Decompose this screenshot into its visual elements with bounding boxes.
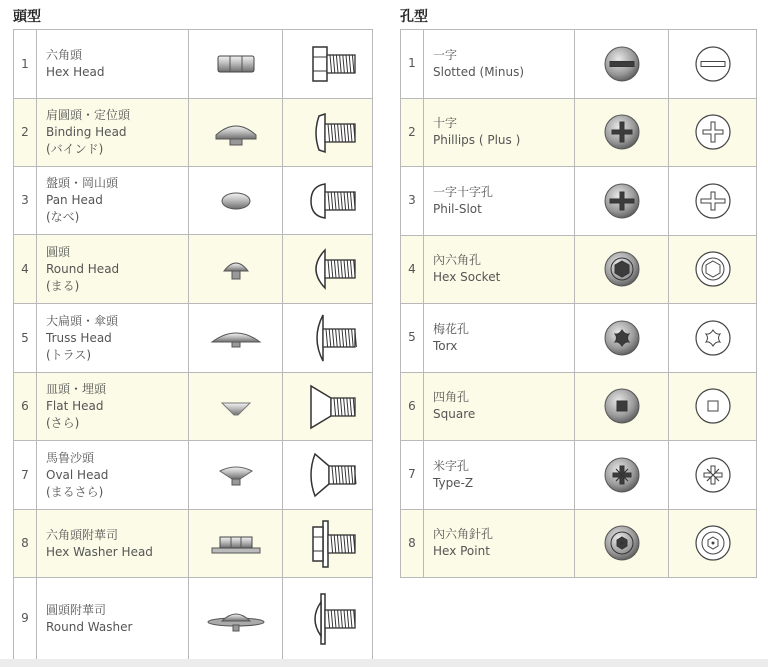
name-jp: 一字: [433, 47, 458, 62]
name-jp: 內六角孔: [433, 253, 482, 268]
hex-head-photo-icon: [189, 30, 283, 99]
head-type-row: [14, 167, 373, 235]
head-type-name: [37, 30, 189, 99]
name-en: Hex Head: [46, 65, 105, 79]
binding-head-photo-icon: [189, 99, 283, 167]
name-en: Torx: [433, 338, 458, 353]
hole-type-name: [424, 167, 575, 236]
flat-head-drawing-icon: [283, 373, 373, 441]
head-type-name: [37, 167, 189, 235]
hole-type-name: [424, 30, 575, 99]
pan-head-drawing-icon: [283, 167, 373, 235]
name-en: Round Washer: [46, 619, 133, 634]
head-type-name: [37, 510, 189, 578]
name-jp: 馬鲁沙頭: [46, 450, 95, 465]
hole-types-table: [400, 29, 757, 578]
hex-point-recess-photo-icon: [575, 509, 669, 578]
torx-recess-photo-icon: [575, 304, 669, 373]
oval-head-photo-icon: [189, 441, 283, 510]
oval-head-drawing-icon: [283, 441, 373, 510]
name-jp: 梅花孔: [433, 321, 470, 336]
truss-head-photo-icon: [189, 304, 283, 373]
name-kana: (トラス): [46, 347, 92, 362]
row-number: 4: [401, 235, 424, 304]
phil-slot-recess-drawing-icon: [669, 167, 757, 236]
hole-type-row: [401, 304, 757, 373]
head-type-name: [37, 99, 189, 167]
head-type-name: [37, 304, 189, 373]
type-z-recess-photo-icon: [575, 441, 669, 510]
pan-head-photo-icon: [189, 167, 283, 235]
name-kana: (さら): [46, 416, 80, 430]
name-en: Hex Washer Head: [46, 544, 153, 559]
name-en: Phillips ( Plus ): [433, 133, 521, 148]
name-jp: 圓頭: [46, 244, 71, 259]
name-jp: 米字孔: [433, 458, 470, 473]
name-en: Hex Socket: [433, 270, 501, 285]
name-en: Slotted (Minus): [433, 64, 525, 79]
name-en: Flat Head: [46, 399, 104, 413]
square-recess-drawing-icon: [669, 372, 757, 441]
row-number: 2: [14, 99, 37, 167]
name-en: Binding Head: [46, 125, 127, 139]
row-number: 3: [14, 167, 37, 235]
head-type-row: [14, 235, 373, 304]
hex-socket-recess-photo-icon: [575, 235, 669, 304]
row-number: 1: [401, 30, 424, 99]
phil-slot-recess-photo-icon: [575, 167, 669, 236]
row-number: 5: [401, 304, 424, 373]
bottom-band: [0, 659, 768, 667]
hole-type-row: [401, 372, 757, 441]
hole-type-row: [401, 167, 757, 236]
hole-type-row: [401, 235, 757, 304]
phillips-recess-drawing-icon: [669, 98, 757, 167]
head-type-row: [14, 441, 373, 510]
head-type-row: [14, 30, 373, 99]
name-en: Oval Head: [46, 467, 109, 482]
hole-type-name: [424, 304, 575, 373]
round-washer-head-photo-icon: [189, 578, 283, 660]
row-number: 3: [401, 167, 424, 236]
hole-type-name: [424, 509, 575, 578]
name-kana: (バインド): [46, 142, 104, 156]
name-en: Hex Point: [433, 544, 490, 559]
type-z-recess-drawing-icon: [669, 441, 757, 510]
name-kana: (まる): [46, 278, 80, 293]
row-number: 8: [14, 510, 37, 578]
phillips-recess-photo-icon: [575, 98, 669, 167]
hole-type-name: [424, 235, 575, 304]
head-type-row: [14, 99, 373, 167]
name-kana: (なべ): [46, 210, 80, 224]
hex-point-recess-drawing-icon: [669, 509, 757, 578]
hole-type-name: [424, 372, 575, 441]
name-jp: 六角頭附華司: [46, 527, 119, 542]
name-jp: 四角孔: [433, 390, 470, 405]
torx-recess-drawing-icon: [669, 304, 757, 373]
hole-type-row: [401, 441, 757, 510]
head-type-row: [14, 304, 373, 373]
head-type-name: [37, 578, 189, 660]
hole-type-row: [401, 98, 757, 167]
binding-head-drawing-icon: [283, 99, 373, 167]
round-washer-head-drawing-icon: [283, 578, 373, 660]
row-number: 8: [401, 509, 424, 578]
head-type-row: [14, 373, 373, 441]
name-jp: 盤頭・岡山頭: [46, 176, 119, 190]
head-type-name: [37, 373, 189, 441]
hole-type-name: [424, 98, 575, 167]
name-jp: 十字: [433, 116, 458, 131]
head-types-title: 頭型: [13, 9, 41, 25]
hole-type-row: [401, 30, 757, 99]
name-jp: 內六角針孔: [433, 527, 494, 542]
head-type-name: [37, 441, 189, 510]
name-jp: 一字十字孔: [433, 184, 494, 199]
name-en: Truss Head: [46, 330, 112, 345]
flat-head-photo-icon: [189, 373, 283, 441]
hex-socket-recess-drawing-icon: [669, 235, 757, 304]
row-number: 1: [14, 30, 37, 99]
row-number: 9: [14, 578, 37, 660]
head-type-name: [37, 235, 189, 304]
name-jp: 圓頭附華司: [46, 602, 107, 617]
row-number: 6: [14, 373, 37, 441]
hex-washer-head-drawing-icon: [283, 510, 373, 578]
slotted-recess-drawing-icon: [669, 30, 757, 99]
row-number: 6: [401, 372, 424, 441]
head-type-row: [14, 578, 373, 660]
row-number: 2: [401, 98, 424, 167]
head-types-table: [13, 29, 373, 660]
hex-head-drawing-icon: [283, 30, 373, 99]
name-en: Phil-Slot: [433, 201, 482, 216]
round-head-drawing-icon: [283, 235, 373, 304]
hole-types-title: 孔型: [400, 9, 428, 25]
row-number: 7: [401, 441, 424, 510]
hex-washer-head-photo-icon: [189, 510, 283, 578]
hole-type-name: [424, 441, 575, 510]
name-en: Square: [433, 407, 476, 422]
slotted-recess-photo-icon: [575, 30, 669, 99]
truss-head-drawing-icon: [283, 304, 373, 373]
square-recess-photo-icon: [575, 372, 669, 441]
name-en: Type-Z: [433, 475, 474, 490]
name-en: Round Head: [46, 261, 120, 276]
row-number: 4: [14, 235, 37, 304]
name-jp: 六角頭: [46, 48, 83, 62]
hole-type-row: [401, 509, 757, 578]
name-kana: (まるさら): [46, 484, 104, 499]
round-head-photo-icon: [189, 235, 283, 304]
name-en: Pan Head: [46, 193, 103, 207]
name-jp: 皿頭・埋頭: [46, 382, 107, 396]
row-number: 7: [14, 441, 37, 510]
name-jp: 肩圓頭・定位頭: [46, 108, 131, 122]
row-number: 5: [14, 304, 37, 373]
name-jp: 大扁頭・傘頭: [46, 313, 119, 328]
head-type-row: [14, 510, 373, 578]
